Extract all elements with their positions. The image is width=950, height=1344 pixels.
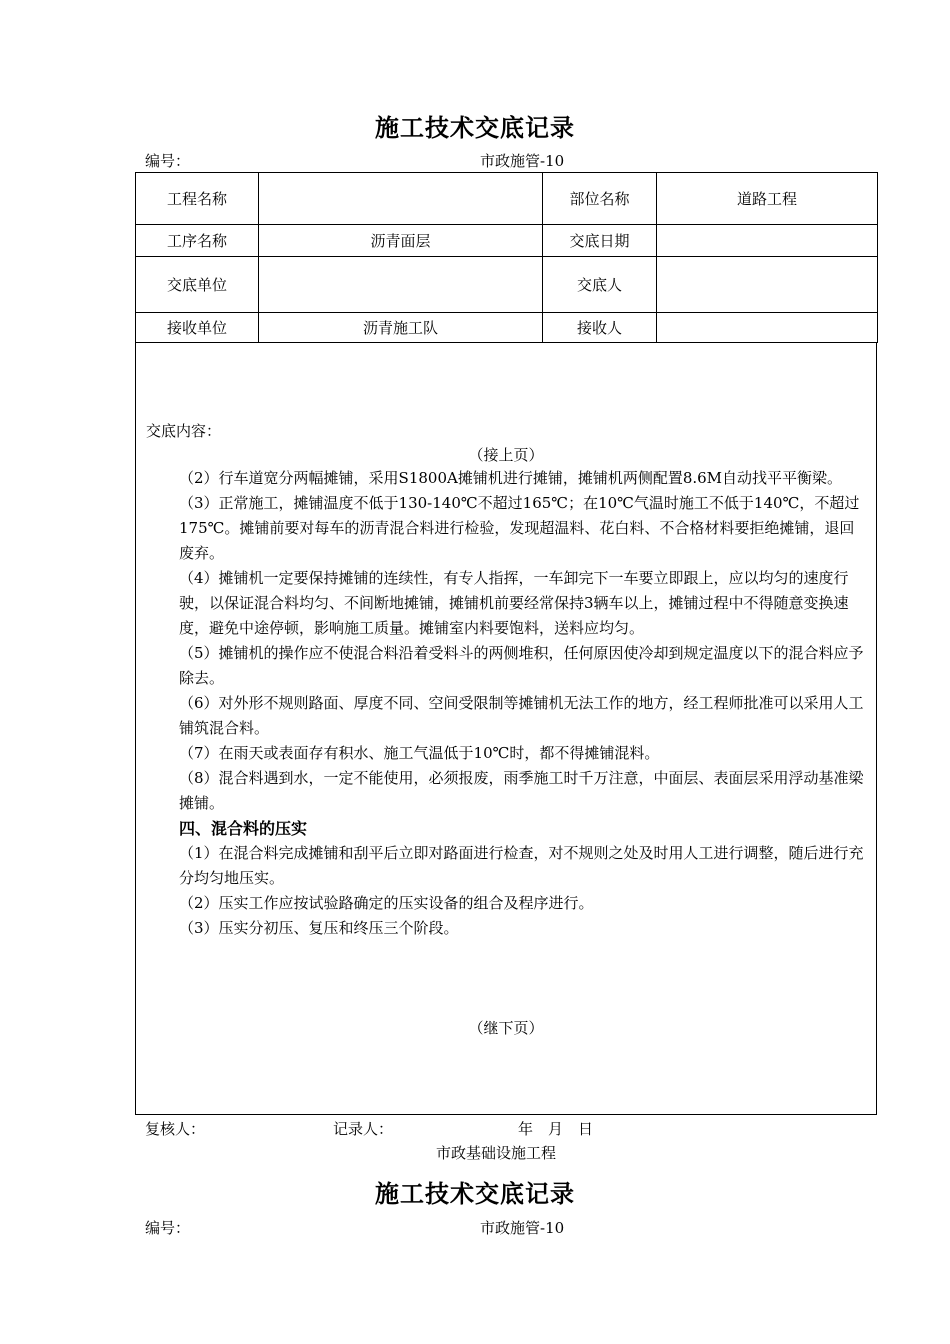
receiver-unit-value: 沥青施工队	[259, 313, 543, 343]
issuer-label: 交底人	[543, 257, 657, 313]
paragraph-4: （4）摊铺机一定要保持摊铺的连续性，有专人指挥，一车卸完下一车要立即跟上，应以均匀的速度行驶，以保证混合料均匀、不间断地摊铺，摊铺机前要经常保持3辆车以上，摊铺过程中不得随意变换速度，避免中途停顿，影响施工质量。摊铺室内料要饱料，送料应均匀。	[179, 569, 849, 637]
section-heading: 四、混合料的压实	[179, 819, 308, 838]
reviewer-label: 复核人：	[145, 1120, 206, 1138]
date-label: 交底日期	[543, 225, 657, 257]
process-name-label: 工序名称	[136, 225, 259, 257]
receiver-value	[657, 313, 878, 343]
page-title: 施工技术交底记录	[375, 113, 575, 142]
issuer-unit-label: 交底单位	[136, 257, 259, 313]
process-name-value: 沥青面层	[259, 225, 543, 257]
page2-title: 施工技术交底记录	[375, 1179, 575, 1208]
issuer-value	[657, 257, 878, 313]
content-body	[179, 466, 869, 941]
continued-from-note: （接上页）	[468, 446, 544, 464]
paragraph-5: （5）摊铺机的操作应不使混合料沿着受料斗的两侧堆积，任何原因使冷却到规定温度以下的混合料应予除去。	[179, 644, 864, 687]
paragraph-3: （3）正常施工，摊铺温度不低于130-140℃不超过165℃；在10℃气温时施工不低于140℃，不超过175℃。摊铺前要对每车的沥青混合料进行检验，发现超温料、花白料、不合格材料要拒绝摊铺，退回废弃。	[179, 494, 860, 562]
info-table	[135, 172, 878, 343]
paragraph-2: （2）行车道宽分两幅摊铺，采用S1800A摊铺机进行摊铺，摊铺机两侧配置8.6M自动找平平衡梁。	[179, 469, 843, 487]
footer-org: 市政基础设施工程	[436, 1144, 557, 1162]
receiver-unit-label: 接收单位	[136, 313, 259, 343]
project-name-label: 工程名称	[136, 173, 259, 225]
date-value	[657, 225, 878, 257]
receiver-label: 接收人	[543, 313, 657, 343]
form-code: 市政施管-10	[480, 152, 565, 170]
section-paragraph-1: （1）在混合料完成摊铺和刮平后立即对路面进行检查，对不规则之处及时用人工进行调整，随后进行充分均匀地压实。	[179, 844, 864, 887]
section-paragraph-2: （2）压实工作应按试验路确定的压实设备的组合及程序进行。	[179, 894, 594, 912]
date-fields: 年 月 日	[518, 1120, 594, 1138]
content-box	[135, 342, 877, 1115]
project-name-value	[259, 173, 543, 225]
number-label: 编号：	[145, 152, 191, 170]
page2-form-code: 市政施管-10	[480, 1219, 565, 1237]
continued-next-note: （继下页）	[468, 1019, 544, 1037]
part-name-value: 道路工程	[657, 173, 878, 225]
recorder-label: 记录人：	[333, 1120, 394, 1138]
part-name-label: 部位名称	[543, 173, 657, 225]
content-label: 交底内容：	[146, 422, 222, 440]
paragraph-8: （8）混合料遇到水，一定不能使用，必须报废，雨季施工时千万注意，中面层、表面层采用浮动基准梁摊铺。	[179, 769, 864, 812]
paragraph-6: （6）对外形不规则路面、厚度不同、空间受限制等摊铺机无法工作的地方，经工程师批准可以采用人工铺筑混合料。	[179, 694, 864, 737]
page2-number-label: 编号：	[145, 1219, 191, 1237]
section-paragraph-3: （3）压实分初压、复压和终压三个阶段。	[179, 919, 459, 937]
issuer-unit-value	[259, 257, 543, 313]
paragraph-7: （7）在雨天或表面存有积水、施工气温低于10℃时，都不得摊铺混料。	[179, 744, 660, 762]
